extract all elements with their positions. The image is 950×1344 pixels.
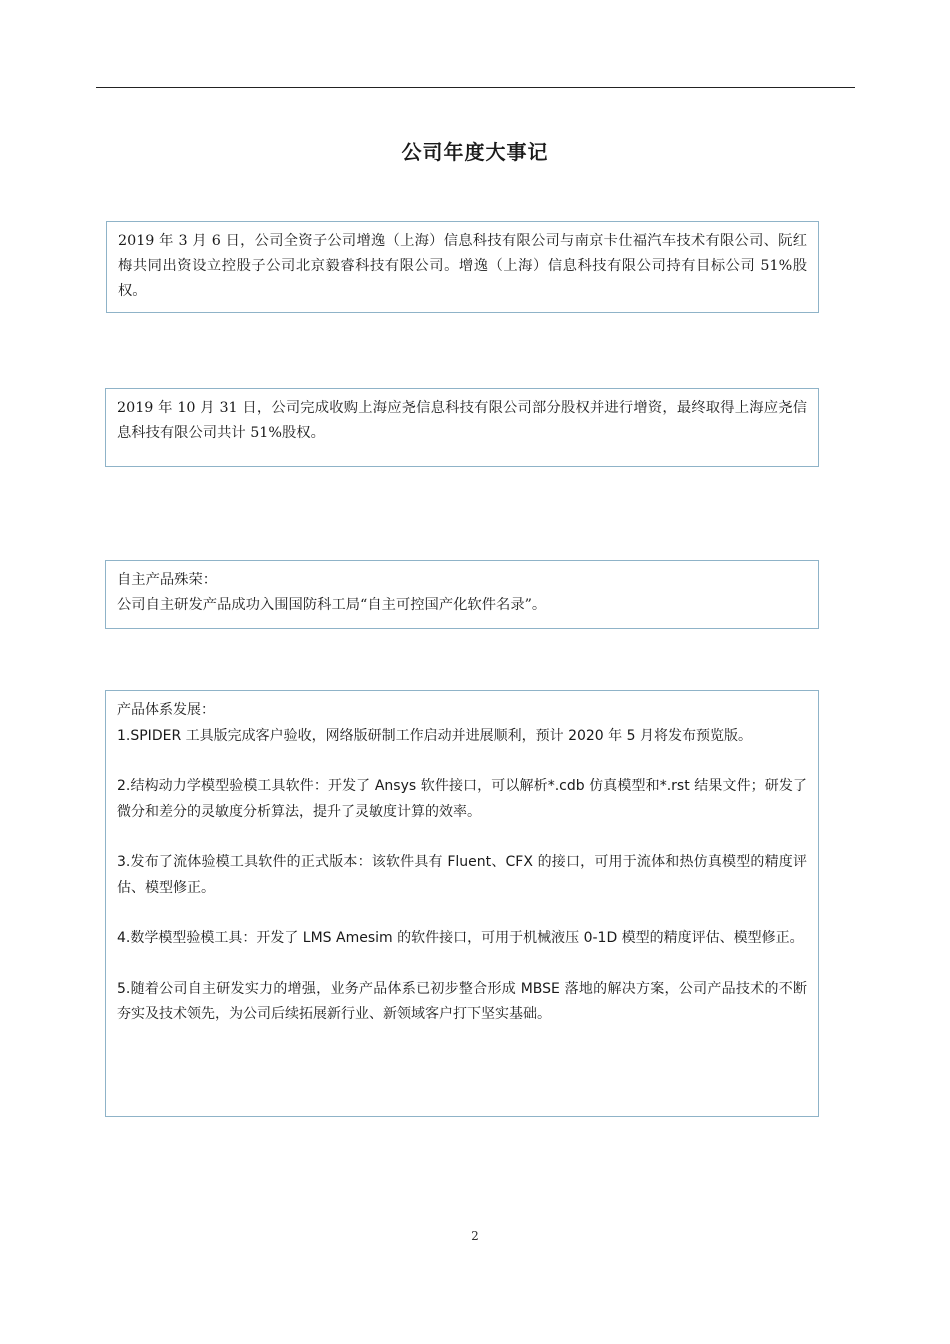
page-number: 2 [471,1229,479,1243]
development-item: 1.SPIDER 工具版完成客户验收，网络版研制工作启动并进展顺利，预计 2020 年 5 月将发布预览版。 [117,727,752,744]
honor-body: 公司自主研发产品成功入围国防科工局“自主可控国产化软件名录”。 [117,597,547,613]
development-item: 3.发布了流体验模工具软件的正式版本：该软件具有 Fluent、CFX 的接口，可用于流体和热仿真模型的精度评估、模型修正。 [117,854,807,896]
event-box-subsidiary-founding [106,221,819,313]
event-text: 2019 年 3 月 6 日，公司全资子公司增逸（上海）信息科技有限公司与南京卡仕福汽车技术有限公司、阮红梅共同出资设立控股子公司北京毅睿科技有限公司。增逸（上海）信息科技有限公司持有目标公司 51%股权。 [118,233,807,299]
event-text: 2019 年 10 月 31 日，公司完成收购上海应尧信息科技有限公司部分股权并进行增资，最终取得上海应尧信息科技有限公司共计 51%股权。 [117,400,807,441]
development-item: 4.数学模型验模工具：开发了 LMS Amesim 的软件接口，可用于机械液压 0-1D 模型的精度评估、模型修正。 [117,930,804,946]
event-box-product-development [105,690,819,1117]
event-box-acquisition [105,388,819,467]
page-title: 公司年度大事记 [401,140,549,164]
development-heading: 产品体系发展： [117,702,215,718]
header-rule [96,87,855,88]
development-item: 5.随着公司自主研发实力的增强，业务产品体系已初步整合形成 MBSE 落地的解决方案，公司产品技术的不断夯实及技术领先，为公司后续拓展新行业、新领域客户打下坚实基础。 [117,980,807,1022]
development-item: 2.结构动力学模型验模工具软件：开发了 Ansys 软件接口，可以解析*.cdb 仿真模型和*.rst 结果文件；研发了微分和差分的灵敏度分析算法，提升了灵敏度计算的效率。 [117,778,807,820]
event-box-product-honor [105,560,819,629]
honor-heading: 自主产品殊荣： [117,572,218,588]
